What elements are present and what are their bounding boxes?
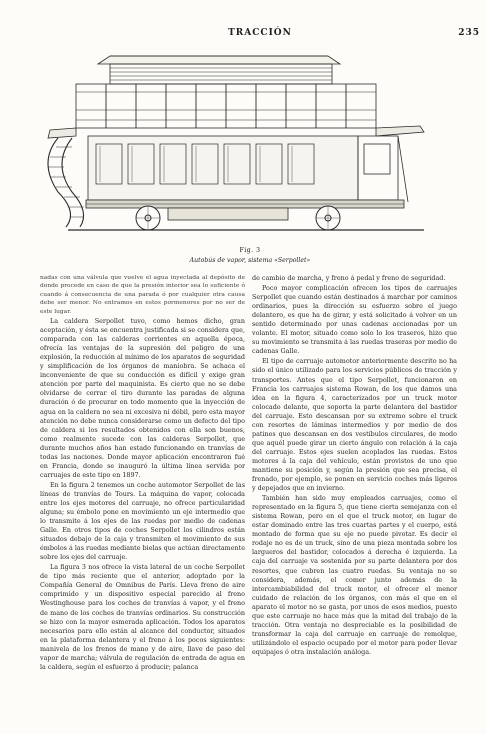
paragraph: La caldera Serpollet tuvo, como hemos dicho, gran aceptación, y ésta se encuentra justificada si se considera que, comparada con las calderas corrientes en aquella época, ofrecía las ventajas de la supresión del peligro de una explosión, la reducción al mínimo de los aparatos de seguridad y simplificación de los órganos de maniobra. Se achaca el inconveniente de que su conducción es difícil y exige gran atención por parte del maquinista. Es cierto que no se debe olvidarse de cerrar el tiro durante las paradas de alguna duración ó de procurar en todo momento que la inyección de agua en la caldera no sea ni excesiva ni débil, pero esta mayor atención no debe nunca considerarse como un defecto del tipo de caldera si los resultados obtenidos con ella son buenos, como realmente sucede con las calderas Serpollet, que durante muchos años han estado funcionando en tranvías de todas las naciones. Donde mayor aplicación encontraron fué en Francia, donde se inauguró la última línea servida por carruajes de este tipo en 1897.: [40, 317, 245, 479]
paragraph: En la figura 2 tenemos un coche automotor Serpollet de las líneas de tranvías de Tours. La máquina de vapor, colocada entre los ejes motores del carruaje, no ofrece particularidad alguna; su émbolo pone en movimiento un eje intermedio que lo transmite á los ejes de las ruedas por medio de cadenas Galle. En otros tipos de coches Serpollet los cilindros están situados debajo de la caja y transmiten el movimiento de sus émbolos á las ruedas mediante bielas que actúan directamente sobre los ejes del carruaje.: [40, 480, 245, 562]
section-title: TRACCIÓN: [228, 28, 292, 38]
paragraph: nadas con una válvula que vuelve el agua inyectada al depósito de donde procede en caso de que la presión interior sea lo suficiente ó cuando á consecuencia de una parada ó por cualquier otra causa debe ser menor. No entramos en estos pormenores por no ser de este lugar.: [40, 275, 245, 315]
paragraph: También han sido muy empleados carruajes, como el representado en la figura 5, que tiene cierta semejanza con el sistema Rowan, pero en el que el truck motor, en lugar de estar dominado entre las tres cuartas partes y el cuerpo, está montado de forma que su eje no puede pivotar. Es decir el rodaje no es de un truck, sino de una pieza montada sobre los largueros del bastidor, colocados á derecha é izquierda. La caja del carruaje va sostenida por su parte delantera por dos resortes, que cubren las cuatro ruedas. Su ventaja no se considera, además, el comer junto además de la intercambiabilidad del truck motor, el ofrecer el menor cuidado de relación de los órganos, con más el que en el aparato el motor no se gasta, por unos de esos medios, puesto que este carruaje no hace más que la mitad del trabajo de la tracción. Otra ventaja no despreciable es la posibilidad de transformar la caja del carruaje en carruaje de remolque, utilizándolo el espacio ocupado por el motor para poder llevar equipajes ó otra instalación análoga.: [252, 494, 457, 656]
paragraph: de cambio de marcha, y freno á pedal y freno de seguridad.: [252, 274, 446, 282]
right-column: [252, 274, 457, 657]
figure-caption: Autobús de vapor, sistema «Serpollet»: [189, 257, 311, 264]
left-column: [40, 274, 245, 672]
running-header: [40, 28, 480, 42]
paragraph: El tipo de carruaje automotor anteriormente descrito no ha sido el único utilizado para los servicios públicos de tracción y transportes. Antes que el tipo Serpollet, funcionaron en Francia los carruajes sistema Rowan, de los que damos una idea en la figura 4, caracterizados por un truck motor colocado delante, que soporta la parte delantera del bastidor del carruaje. Esto descansan por su extremo sobre el truck con resortes de láminas intermedios y por medio de dos patines que descansan en dos vestíbulos circulares, de modo que aquél puede girar un cierto ángulo con relación á la caja del carruaje. Estos ejes suelen acoplados las ruedas. Estos motores á la caja del vehículo, están provistos de uno que mantiene su posición y, según la presión que sea precisa, el frenado, por ejemplo, se ponen en servicio coches más ligeros y depejados que en invierno.: [252, 357, 457, 493]
paragraph: Poco mayor complicación ofrecen los tipos de carruajes Serpollet que cuando están destinados á marchar por caminos ordinarios, pues la dirección su esfuerzo sobre el juego delantero, es que ha de girar, y está solicitado á volver en un sentido determinado por unas cadenas accionadas por un volante. El motor, situado como solo lo los traseros, hizo que su movimiento se transmita á las ruedas traseras por medio de cadenas Galle.: [252, 284, 457, 356]
page-number: 235: [458, 28, 480, 38]
tram-illustration: [28, 52, 430, 234]
paragraph: La figura 3 nos ofrece la vista lateral de un coche Serpollet de tipo más reciente que el anterior, adoptado por la Compañía General de Omnibus de París. Lleva freno de aire comprimido y un dispositivo especial parecido al freno Westinghouse para los coches de tranvías á vapor, y el freno de mano de los coches de tranvías ordinarios. Su construcción se hizo con la mayor esmerada aplicación. Todos los aparatos necesarios para ello están al alcance del conductor, situados en la plataforma delantera y el freno á los pocos siguientes: manivela de los frenos de mano y de aire, llave de paso del vapor de marcha; válvula de regulación de entrada de agua en la caldera, según el esfuerzo á producir; palanca: [40, 563, 245, 671]
figure-number: Fig. 3: [239, 247, 261, 254]
